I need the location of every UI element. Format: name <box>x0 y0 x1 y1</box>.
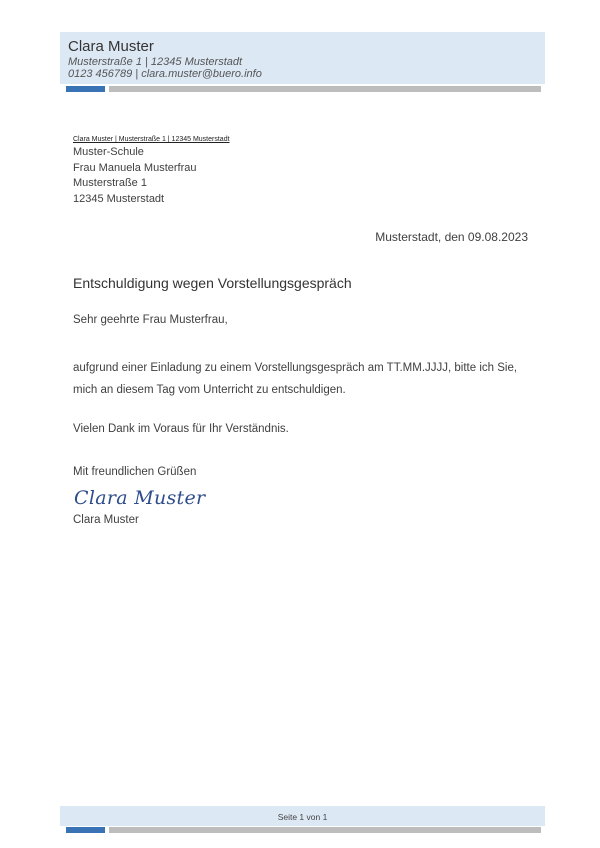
return-address-line: Clara Muster | Musterstraße 1 | 12345 Musterstadt <box>73 136 230 143</box>
page-number: Seite 1 von 1 <box>277 812 328 822</box>
recipient-line-school: Muster-Schule <box>73 146 144 158</box>
header-divider-bar <box>109 86 541 92</box>
sender-address: Musterstraße 1 | 12345 Musterstadt <box>68 56 243 68</box>
body-line: aufgrund einer Einladung zu einem Vorstellungsgespräch am TT.MM.JJJJ, bitte ich Sie, <box>73 362 518 374</box>
salutation: Sehr geehrte Frau Musterfrau, <box>73 314 228 326</box>
date-line: Musterstadt, den 09.08.2023 <box>375 230 528 244</box>
body-line: mich an diesem Tag vom Unterricht zu entschuldigen. <box>73 384 346 396</box>
body-paragraph <box>73 357 517 401</box>
thanks-paragraph: Vielen Dank im Voraus für Ihr Verständnis. <box>73 423 289 435</box>
recipient-line-person: Frau Manuela Musterfrau <box>73 161 197 174</box>
sender-contact: 0123 456789 | clara.muster@buero.info <box>68 68 262 80</box>
footer-accent-bar <box>66 827 105 833</box>
header-accent-bar <box>66 86 105 92</box>
recipient-address <box>73 145 197 207</box>
signed-name: Clara Muster <box>73 514 139 526</box>
recipient-line-city: 12345 Musterstadt <box>73 192 165 205</box>
footer-divider-bar <box>109 827 541 833</box>
recipient-line-street: Musterstraße 1 <box>73 177 147 189</box>
sender-name: Clara Muster <box>68 38 154 55</box>
subject-line: Entschuldigung wegen Vorstellungsgespräch <box>73 275 352 291</box>
closing-phrase: Mit freundlichen Grüßen <box>73 466 197 478</box>
handwritten-signature: Clara Muster <box>74 487 206 509</box>
